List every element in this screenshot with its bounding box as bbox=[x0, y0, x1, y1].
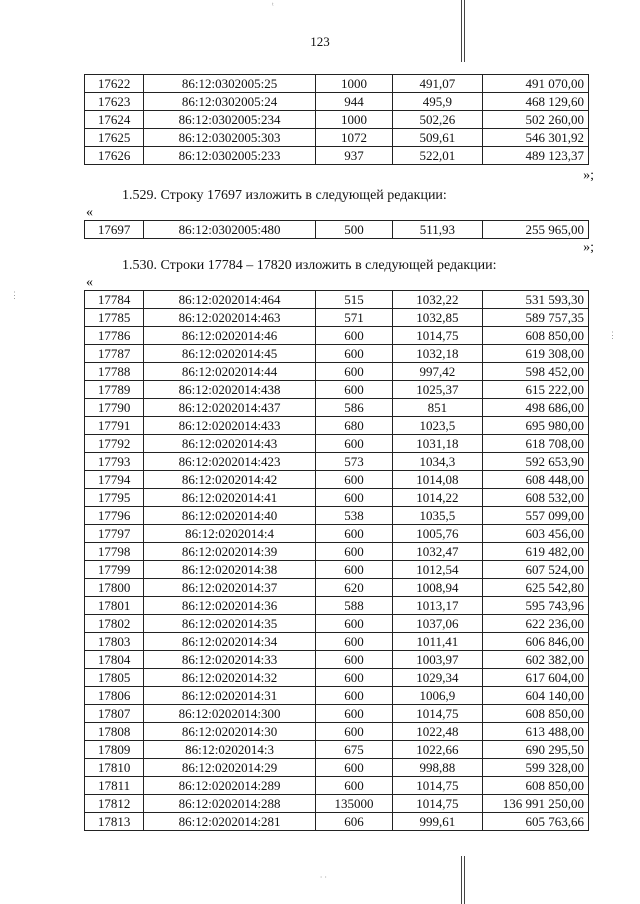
rate-cell: 1022,48 bbox=[393, 723, 482, 741]
table-top bbox=[84, 74, 589, 165]
table-row bbox=[85, 93, 589, 111]
close-quote-529: »; bbox=[583, 240, 594, 255]
cadastral-number-cell: 86:12:0302005:303 bbox=[144, 129, 316, 147]
cadastral-number-cell: 86:12:0202014:33 bbox=[144, 651, 316, 669]
sum-cell: 605 763,66 bbox=[482, 813, 588, 831]
cadastral-number-cell: 86:12:0202014:300 bbox=[144, 705, 316, 723]
area-cell: 600 bbox=[315, 525, 392, 543]
table-row bbox=[85, 543, 589, 561]
area-cell: 1072 bbox=[315, 129, 392, 147]
sum-cell: 255 965,00 bbox=[482, 221, 588, 239]
cadastral-number-cell: 86:12:0202014:433 bbox=[144, 417, 316, 435]
cadastral-number-cell: 86:12:0202014:44 bbox=[144, 363, 316, 381]
row-number-cell: 17801 bbox=[85, 597, 144, 615]
rate-cell: 1014,08 bbox=[393, 471, 482, 489]
sum-cell: 531 593,30 bbox=[482, 291, 588, 309]
row-number-cell: 17626 bbox=[85, 147, 144, 165]
cadastral-number-cell: 86:12:0202014:41 bbox=[144, 489, 316, 507]
cadastral-number-cell: 86:12:0202014:423 bbox=[144, 453, 316, 471]
sum-cell: 598 452,00 bbox=[482, 363, 588, 381]
table-row bbox=[85, 471, 589, 489]
row-number-cell: 17805 bbox=[85, 669, 144, 687]
table-row bbox=[85, 813, 589, 831]
row-number-cell: 17810 bbox=[85, 759, 144, 777]
rate-cell: 1029,34 bbox=[393, 669, 482, 687]
area-cell: 600 bbox=[315, 381, 392, 399]
cadastral-number-cell: 86:12:0202014:438 bbox=[144, 381, 316, 399]
rate-cell: 1032,18 bbox=[393, 345, 482, 363]
area-cell: 937 bbox=[315, 147, 392, 165]
area-cell: 600 bbox=[315, 669, 392, 687]
table-row bbox=[85, 705, 589, 723]
cadastral-number-cell: 86:12:0202014:43 bbox=[144, 435, 316, 453]
table-row bbox=[85, 363, 589, 381]
table-row bbox=[85, 309, 589, 327]
rate-cell: 1014,22 bbox=[393, 489, 482, 507]
rate-cell: 509,61 bbox=[393, 129, 482, 147]
scan-speck: ⋮ bbox=[10, 290, 19, 300]
sum-cell: 489 123,37 bbox=[482, 147, 588, 165]
table-row bbox=[85, 597, 589, 615]
table-529 bbox=[84, 220, 589, 239]
row-number-cell: 17697 bbox=[85, 221, 144, 239]
rate-cell: 1014,75 bbox=[393, 705, 482, 723]
table-row bbox=[85, 129, 589, 147]
cadastral-number-cell: 86:12:0202014:39 bbox=[144, 543, 316, 561]
row-number-cell: 17797 bbox=[85, 525, 144, 543]
sum-cell: 606 846,00 bbox=[482, 633, 588, 651]
row-number-cell: 17803 bbox=[85, 633, 144, 651]
sum-cell: 603 456,00 bbox=[482, 525, 588, 543]
sum-cell: 608 850,00 bbox=[482, 327, 588, 345]
row-number-cell: 17623 bbox=[85, 93, 144, 111]
sum-cell: 619 482,00 bbox=[482, 543, 588, 561]
row-number-cell: 17792 bbox=[85, 435, 144, 453]
cadastral-number-cell: 86:12:0202014:42 bbox=[144, 471, 316, 489]
row-number-cell: 17789 bbox=[85, 381, 144, 399]
table-530 bbox=[84, 290, 589, 831]
area-cell: 600 bbox=[315, 651, 392, 669]
table-row bbox=[85, 453, 589, 471]
cadastral-number-cell: 86:12:0202014:3 bbox=[144, 741, 316, 759]
cadastral-number-cell: 86:12:0202014:40 bbox=[144, 507, 316, 525]
rate-cell: 1005,76 bbox=[393, 525, 482, 543]
rate-cell: 851 bbox=[393, 399, 482, 417]
row-number-cell: 17808 bbox=[85, 723, 144, 741]
row-number-cell: 17795 bbox=[85, 489, 144, 507]
area-cell: 135000 bbox=[315, 795, 392, 813]
cadastral-number-cell: 86:12:0202014:464 bbox=[144, 291, 316, 309]
table-row bbox=[85, 795, 589, 813]
rate-cell: 491,07 bbox=[393, 75, 482, 93]
table-row bbox=[85, 633, 589, 651]
rate-cell: 1034,3 bbox=[393, 453, 482, 471]
sum-cell: 491 070,00 bbox=[482, 75, 588, 93]
sum-cell: 589 757,35 bbox=[482, 309, 588, 327]
cadastral-number-cell: 86:12:0202014:463 bbox=[144, 309, 316, 327]
table-row bbox=[85, 345, 589, 363]
cadastral-number-cell: 86:12:0302005:25 bbox=[144, 75, 316, 93]
rate-cell: 1014,75 bbox=[393, 777, 482, 795]
sum-cell: 619 308,00 bbox=[482, 345, 588, 363]
sum-cell: 502 260,00 bbox=[482, 111, 588, 129]
table-row bbox=[85, 291, 589, 309]
row-number-cell: 17798 bbox=[85, 543, 144, 561]
area-cell: 600 bbox=[315, 435, 392, 453]
area-cell: 606 bbox=[315, 813, 392, 831]
table-row bbox=[85, 525, 589, 543]
table-row bbox=[85, 615, 589, 633]
area-cell: 600 bbox=[315, 705, 392, 723]
rate-cell: 495,9 bbox=[393, 93, 482, 111]
row-number-cell: 17802 bbox=[85, 615, 144, 633]
table-row bbox=[85, 147, 589, 165]
sum-cell: 602 382,00 bbox=[482, 651, 588, 669]
rate-cell: 1022,66 bbox=[393, 741, 482, 759]
rate-cell: 1006,9 bbox=[393, 687, 482, 705]
cadastral-number-cell: 86:12:0202014:36 bbox=[144, 597, 316, 615]
table-row bbox=[85, 399, 589, 417]
row-number-cell: 17813 bbox=[85, 813, 144, 831]
paragraph-1-530: 1.530. Строки 17784 – 17820 изложить в следующей редакции: bbox=[122, 258, 497, 273]
table-row bbox=[85, 381, 589, 399]
rate-cell: 502,26 bbox=[393, 111, 482, 129]
cadastral-number-cell: 86:12:0302005:24 bbox=[144, 93, 316, 111]
area-cell: 600 bbox=[315, 489, 392, 507]
row-number-cell: 17787 bbox=[85, 345, 144, 363]
sum-cell: 136 991 250,00 bbox=[482, 795, 588, 813]
row-number-cell: 17784 bbox=[85, 291, 144, 309]
rate-cell: 1013,17 bbox=[393, 597, 482, 615]
binding-line-top bbox=[461, 0, 462, 62]
area-cell: 586 bbox=[315, 399, 392, 417]
cadastral-number-cell: 86:12:0302005:233 bbox=[144, 147, 316, 165]
table-row bbox=[85, 327, 589, 345]
row-number-cell: 17804 bbox=[85, 651, 144, 669]
binding-line-bottom-2 bbox=[464, 856, 465, 904]
sum-cell: 617 604,00 bbox=[482, 669, 588, 687]
sum-cell: 592 653,90 bbox=[482, 453, 588, 471]
cadastral-number-cell: 86:12:0202014:289 bbox=[144, 777, 316, 795]
area-cell: 538 bbox=[315, 507, 392, 525]
cadastral-number-cell: 86:12:0202014:288 bbox=[144, 795, 316, 813]
sum-cell: 607 524,00 bbox=[482, 561, 588, 579]
sum-cell: 690 295,50 bbox=[482, 741, 588, 759]
rate-cell: 1011,41 bbox=[393, 633, 482, 651]
table-row bbox=[85, 579, 589, 597]
sum-cell: 595 743,96 bbox=[482, 597, 588, 615]
rate-cell: 522,01 bbox=[393, 147, 482, 165]
table-row bbox=[85, 651, 589, 669]
area-cell: 515 bbox=[315, 291, 392, 309]
area-cell: 600 bbox=[315, 363, 392, 381]
sum-cell: 613 488,00 bbox=[482, 723, 588, 741]
sum-cell: 625 542,80 bbox=[482, 579, 588, 597]
area-cell: 1000 bbox=[315, 75, 392, 93]
area-cell: 1000 bbox=[315, 111, 392, 129]
table-row bbox=[85, 759, 589, 777]
table-row bbox=[85, 561, 589, 579]
area-cell: 500 bbox=[315, 221, 392, 239]
row-number-cell: 17791 bbox=[85, 417, 144, 435]
table-row bbox=[85, 723, 589, 741]
rate-cell: 999,61 bbox=[393, 813, 482, 831]
row-number-cell: 17625 bbox=[85, 129, 144, 147]
cadastral-number-cell: 86:12:0302005:234 bbox=[144, 111, 316, 129]
sum-cell: 615 222,00 bbox=[482, 381, 588, 399]
rate-cell: 511,93 bbox=[393, 221, 482, 239]
table-row bbox=[85, 669, 589, 687]
cadastral-number-cell: 86:12:0202014:45 bbox=[144, 345, 316, 363]
cadastral-number-cell: 86:12:0202014:281 bbox=[144, 813, 316, 831]
cadastral-number-cell: 86:12:0202014:437 bbox=[144, 399, 316, 417]
scan-speck: ᵗ bbox=[272, 0, 274, 10]
row-number-cell: 17800 bbox=[85, 579, 144, 597]
sum-cell: 618 708,00 bbox=[482, 435, 588, 453]
table-row bbox=[85, 111, 589, 129]
row-number-cell: 17809 bbox=[85, 741, 144, 759]
rate-cell: 1031,18 bbox=[393, 435, 482, 453]
sum-cell: 608 850,00 bbox=[482, 705, 588, 723]
sum-cell: 599 328,00 bbox=[482, 759, 588, 777]
rate-cell: 1035,5 bbox=[393, 507, 482, 525]
cadastral-number-cell: 86:12:0202014:4 bbox=[144, 525, 316, 543]
area-cell: 600 bbox=[315, 327, 392, 345]
rate-cell: 1008,94 bbox=[393, 579, 482, 597]
rate-cell: 1003,97 bbox=[393, 651, 482, 669]
sum-cell: 608 448,00 bbox=[482, 471, 588, 489]
area-cell: 600 bbox=[315, 687, 392, 705]
cadastral-number-cell: 86:12:0202014:38 bbox=[144, 561, 316, 579]
area-cell: 680 bbox=[315, 417, 392, 435]
binding-line-top-2 bbox=[464, 0, 465, 62]
rate-cell: 1037,06 bbox=[393, 615, 482, 633]
cadastral-number-cell: 86:12:0202014:31 bbox=[144, 687, 316, 705]
rate-cell: 998,88 bbox=[393, 759, 482, 777]
cadastral-number-cell: 86:12:0202014:37 bbox=[144, 579, 316, 597]
cadastral-number-cell: 86:12:0202014:32 bbox=[144, 669, 316, 687]
cadastral-number-cell: 86:12:0202014:34 bbox=[144, 633, 316, 651]
row-number-cell: 17794 bbox=[85, 471, 144, 489]
rate-cell: 997,42 bbox=[393, 363, 482, 381]
scan-speck: ⋮ bbox=[608, 330, 617, 340]
row-number-cell: 17812 bbox=[85, 795, 144, 813]
sum-cell: 498 686,00 bbox=[482, 399, 588, 417]
area-cell: 588 bbox=[315, 597, 392, 615]
scan-speck: ∙ ∙ bbox=[320, 872, 327, 882]
sum-cell: 695 980,00 bbox=[482, 417, 588, 435]
area-cell: 600 bbox=[315, 471, 392, 489]
rate-cell: 1032,47 bbox=[393, 543, 482, 561]
rate-cell: 1012,54 bbox=[393, 561, 482, 579]
row-number-cell: 17806 bbox=[85, 687, 144, 705]
area-cell: 600 bbox=[315, 615, 392, 633]
rate-cell: 1025,37 bbox=[393, 381, 482, 399]
rate-cell: 1032,85 bbox=[393, 309, 482, 327]
row-number-cell: 17788 bbox=[85, 363, 144, 381]
page-number: 123 bbox=[310, 34, 330, 49]
rate-cell: 1014,75 bbox=[393, 795, 482, 813]
row-number-cell: 17786 bbox=[85, 327, 144, 345]
sum-cell: 557 099,00 bbox=[482, 507, 588, 525]
cadastral-number-cell: 86:12:0202014:35 bbox=[144, 615, 316, 633]
row-number-cell: 17622 bbox=[85, 75, 144, 93]
rate-cell: 1023,5 bbox=[393, 417, 482, 435]
paragraph-1-529: 1.529. Строку 17697 изложить в следующей редакции: bbox=[122, 188, 447, 203]
table-row bbox=[85, 507, 589, 525]
area-cell: 600 bbox=[315, 759, 392, 777]
sum-cell: 622 236,00 bbox=[482, 615, 588, 633]
table-row bbox=[85, 741, 589, 759]
area-cell: 600 bbox=[315, 777, 392, 795]
table-row bbox=[85, 489, 589, 507]
row-number-cell: 17811 bbox=[85, 777, 144, 795]
row-number-cell: 17790 bbox=[85, 399, 144, 417]
cadastral-number-cell: 86:12:0202014:30 bbox=[144, 723, 316, 741]
close-quote-1: »; bbox=[583, 168, 594, 183]
sum-cell: 604 140,00 bbox=[482, 687, 588, 705]
area-cell: 600 bbox=[315, 633, 392, 651]
row-number-cell: 17799 bbox=[85, 561, 144, 579]
binding-line-bottom bbox=[461, 856, 462, 904]
area-cell: 573 bbox=[315, 453, 392, 471]
cadastral-number-cell: 86:12:0202014:29 bbox=[144, 759, 316, 777]
area-cell: 675 bbox=[315, 741, 392, 759]
rate-cell: 1032,22 bbox=[393, 291, 482, 309]
area-cell: 944 bbox=[315, 93, 392, 111]
table-row bbox=[85, 435, 589, 453]
sum-cell: 546 301,92 bbox=[482, 129, 588, 147]
row-number-cell: 17793 bbox=[85, 453, 144, 471]
area-cell: 571 bbox=[315, 309, 392, 327]
cadastral-number-cell: 86:12:0202014:46 bbox=[144, 327, 316, 345]
table-row bbox=[85, 417, 589, 435]
sum-cell: 608 850,00 bbox=[482, 777, 588, 795]
open-quote-529: « bbox=[86, 205, 93, 220]
table-row bbox=[85, 221, 589, 239]
table-row bbox=[85, 75, 589, 93]
row-number-cell: 17785 bbox=[85, 309, 144, 327]
sum-cell: 468 129,60 bbox=[482, 93, 588, 111]
area-cell: 600 bbox=[315, 723, 392, 741]
table-row bbox=[85, 777, 589, 795]
row-number-cell: 17796 bbox=[85, 507, 144, 525]
area-cell: 620 bbox=[315, 579, 392, 597]
sum-cell: 608 532,00 bbox=[482, 489, 588, 507]
area-cell: 600 bbox=[315, 345, 392, 363]
row-number-cell: 17624 bbox=[85, 111, 144, 129]
row-number-cell: 17807 bbox=[85, 705, 144, 723]
area-cell: 600 bbox=[315, 543, 392, 561]
rate-cell: 1014,75 bbox=[393, 327, 482, 345]
area-cell: 600 bbox=[315, 561, 392, 579]
open-quote-530: « bbox=[86, 275, 93, 290]
table-row bbox=[85, 687, 589, 705]
cadastral-number-cell: 86:12:0302005:480 bbox=[144, 221, 316, 239]
